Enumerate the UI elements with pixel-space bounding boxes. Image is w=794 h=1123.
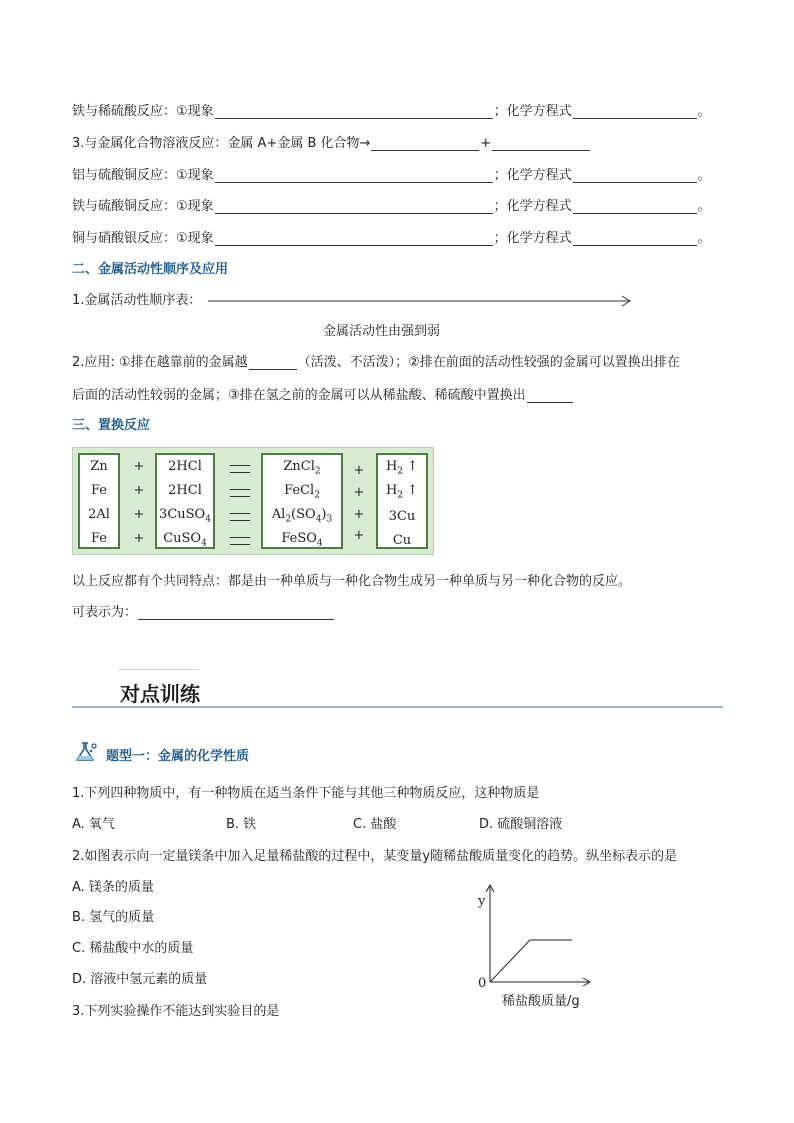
- gas-up-arrow-icon: ↑: [407, 459, 419, 474]
- equals-sign: [230, 489, 250, 497]
- phenomenon-blank[interactable]: [215, 104, 493, 119]
- hydrogen-blank[interactable]: [527, 388, 573, 403]
- phenomenon-blank[interactable]: [215, 231, 493, 246]
- question3-text: 3.下列实验操作不能达到实验目的是: [72, 1004, 280, 1019]
- product1-box: ZnCl$_2$ FeCl$_2$ $Al_2(SO_4)_3$ FeSO$_4$: [261, 453, 343, 549]
- q2-option-b[interactable]: B. 氢气的质量: [72, 910, 155, 925]
- activity-order-caption: 金属活动性由强到弱: [323, 324, 441, 339]
- q1-option-c[interactable]: C. 盐酸: [353, 817, 397, 832]
- section2-heading: 二、金属活动性顺序及应用: [72, 262, 229, 277]
- displacement-reaction-table: Zn Fe 2Al Fe + + + + 2HCl 2HCl 3CuSO$_4$ CuSO$_4$ ZnCl$_2$ FeCl$_2$ $Al_2(SO_4)_3$ FeSO$_4$ + + + + $H_2$ ↑ $H_2$ ↑ 3Cu Cu: [72, 447, 434, 555]
- equals-sign: [230, 537, 250, 545]
- section3-heading: 三、置换反应: [72, 418, 151, 433]
- application-line2: 后面的活动性较弱的金属；③排在氢之前的金属可以从稀盐酸、稀硫酸中置换出: [72, 384, 574, 403]
- copper-silver-nitrate-line: 铜与硝酸银反应：①现象 ；化学方程式 。: [72, 231, 711, 246]
- activity-order-label: 1.金属活动性顺序表：: [72, 293, 202, 308]
- general-expression-line: 可表示为：: [72, 601, 335, 620]
- section-title-rule: [72, 706, 723, 708]
- aluminum-copper-sulfate-line: 铝与硫酸铜反应：①现象 ；化学方程式 。: [72, 168, 711, 183]
- question1-text: 1.下列四种物质中，有一种物质在适当条件下能与其他三种物质反应，这种物质是: [72, 786, 540, 801]
- q1-option-b[interactable]: B. 铁: [226, 817, 257, 832]
- q1-option-a[interactable]: A. 氧气: [72, 817, 115, 832]
- q2-option-c[interactable]: C. 稀盐酸中水的质量: [72, 941, 194, 956]
- gas-up-arrow-icon: ↑: [407, 483, 419, 498]
- equation-blank[interactable]: [573, 104, 697, 119]
- q2-option-a[interactable]: A. 镁条的质量: [72, 880, 154, 895]
- phenomenon-blank[interactable]: [215, 168, 493, 183]
- equation-blank[interactable]: [573, 168, 697, 183]
- equals-sign: [230, 465, 250, 473]
- trend-line: [490, 940, 572, 982]
- equation-blank[interactable]: [573, 199, 697, 214]
- section-title-topline: [118, 669, 198, 670]
- q2-option-d[interactable]: D. 溶液中氢元素的质量: [72, 972, 208, 987]
- common-feature-text: 以上反应都有个共同特点：都是由一种单质与一种化合物生成另一种单质与另一种化合物的反应。: [72, 574, 632, 589]
- application-line1: 2.应用: ①排在越靠前的金属越 （活泼、不活泼）；②排在前面的活动性较强的金属可以置换出排在: [72, 355, 680, 370]
- metal-compound-reaction-line: 3.与金属化合物溶液反应：金属 A+金属 B 化合物→ +: [72, 132, 591, 151]
- iron-copper-sulfate-line: 铁与硫酸铜反应：①现象 ；化学方程式 。: [72, 199, 711, 214]
- product1-blank[interactable]: [371, 136, 479, 151]
- q1-option-d[interactable]: D. 硫酸铜溶液: [479, 817, 563, 832]
- graph-x-label: 稀盐酸质量/g: [502, 994, 580, 1009]
- activity-order-arrow: [208, 294, 634, 308]
- general-expression-blank[interactable]: [138, 605, 334, 620]
- practice-section-title: 对点训练: [120, 682, 200, 706]
- graph-origin-label: 0: [478, 976, 487, 991]
- equals-sign: [230, 513, 250, 521]
- question2-text: 2.如图表示向一定量镁条中加入足量稀盐酸的过程中，某变量y随稀盐酸质量变化的趋势。纵坐标表示的是: [72, 849, 678, 864]
- flask-icon: [72, 740, 100, 764]
- iron-dilute-sulfuric-line: 铁与稀硫酸反应：①现象 ；化学方程式 。: [72, 104, 711, 119]
- product2-box: $H_2$ ↑ $H_2$ ↑ 3Cu Cu: [376, 453, 428, 549]
- question-type1-heading: 题型一：金属的化学性质: [106, 749, 250, 764]
- phenomenon-blank[interactable]: [215, 199, 493, 214]
- product2-blank[interactable]: [492, 136, 590, 151]
- reactant1-box: Zn Fe 2Al Fe: [78, 453, 120, 549]
- active-blank[interactable]: [249, 355, 297, 370]
- graph-y-label: y: [478, 894, 486, 909]
- equation-blank[interactable]: [573, 231, 697, 246]
- reactant2-box: 2HCl 2HCl 3CuSO$_4$ CuSO$_4$: [155, 453, 215, 549]
